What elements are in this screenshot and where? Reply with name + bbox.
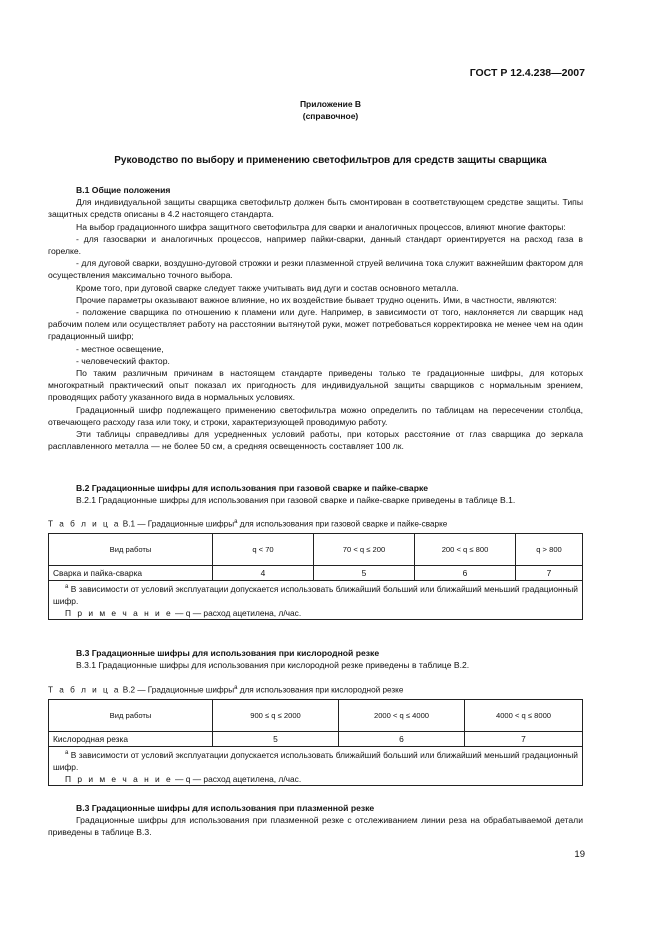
table-cell: 5	[314, 566, 415, 581]
table-cell: 4	[213, 566, 314, 581]
table-header-row	[49, 534, 583, 566]
table-b1	[48, 533, 583, 620]
note-label: П р и м е ч а н и е	[65, 773, 173, 784]
section-b1	[48, 184, 583, 452]
table-cell: 6	[415, 566, 516, 581]
caption-text: В.1 — Градационные шифры	[120, 519, 235, 529]
list-item: - местное освещение,	[76, 343, 164, 354]
footnote-text: В зависимости от условий эксплуатации допускается использовать ближайший больший или ближайший меньший градационный шифр.	[53, 583, 578, 606]
table-row	[49, 566, 583, 581]
caption-superscript: a	[234, 519, 238, 525]
column-header: 2000 < q ≤ 4000	[339, 700, 465, 732]
paragraph: В.2.1 Градационные шифры для использования при газовой сварке и пайке-сварке приведены в таблице В.1.	[76, 495, 516, 506]
table-caption	[48, 519, 447, 529]
appendix-label: Приложение В	[299, 99, 362, 109]
note-text: — q — расход ацетилена, л/час.	[172, 607, 302, 618]
paragraph: Эти таблицы справедливы для усредненных условий работы, при которых расстояние от глаз сварщика до зеркала расплавленного металла — не более 50 см, а средняя освещенность составляет 100 лк.	[48, 429, 583, 452]
table-footnote-row	[49, 747, 583, 786]
appendix-sublabel: (справочное)	[302, 111, 359, 121]
caption-label: Т а б л и ц а	[48, 685, 121, 695]
paragraph: Для индивидуальной защиты сварщика светофильтр должен быть смонтирован в соответствующем средстве защиты. Типы защитных средств описаны в 4.2 настоящего стандарта.	[48, 197, 583, 220]
list-item: - положение сварщика по отношению к пламени или дуге. Например, в зависимости от того, наклоняется ли сварщик над рабочим полем или осуществляет работу на расстоянии вытянутой руки, может потребоваться корректировка не менее чем на один градационный шифр;	[48, 307, 583, 342]
footnote-mark: a	[65, 750, 69, 756]
paragraph: В.3.1 Градационные шифры для использования при кислородной резке приведены в таблице В.2.	[76, 660, 470, 671]
section-heading: В.3 Градационные шифры для использования при кислородной резке	[76, 648, 380, 658]
footnote-mark: a	[65, 584, 69, 590]
appendix-heading	[0, 98, 661, 122]
section-b2	[48, 482, 583, 506]
table-caption	[48, 685, 403, 695]
paragraph: Прочие параметры оказывают важное влияние, но их воздействие бывает трудно оценить. Ими, в частности, являются:	[76, 294, 557, 305]
list-item: - человеческий фактор.	[76, 355, 170, 366]
column-header: 900 ≤ q ≤ 2000	[213, 700, 339, 732]
table-footnote	[49, 581, 583, 620]
paragraph: Градационные шифры для использования при плазменной резке с отслеживанием линии реза на обрабатываемой детали приведены в таблице В.3.	[48, 815, 583, 838]
table-footnote-row	[49, 581, 583, 620]
caption-rest: для использования при кислородной резке	[237, 685, 404, 695]
section-heading: В.3 Градационные шифры для использования при плазменной резке	[76, 803, 375, 813]
list-item: - для дуговой сварки, воздушно-дуговой строжки и резки плазменной струей величина тока служит важнейшим фактором для осуществления максимально точного выбора.	[48, 258, 583, 281]
section-b3-plasma	[48, 802, 583, 839]
table-cell: 6	[339, 732, 465, 747]
column-header: Вид работы	[49, 534, 213, 566]
caption-label: Т а б л и ц а	[48, 519, 121, 529]
row-label: Сварка и пайка-сварка	[49, 566, 213, 581]
table-cell: 5	[213, 732, 339, 747]
column-header: 70 < q ≤ 200	[314, 534, 415, 566]
paragraph: На выбор градационного шифра защитного светофильтра для сварки и аналогичных процессов, влияют многие факторы:	[76, 221, 566, 232]
paragraph: Кроме того, при дуговой сварке следует также учитывать вид дуги и состав основного металла.	[76, 282, 459, 293]
column-header: q < 70	[213, 534, 314, 566]
column-header: 4000 < q ≤ 8000	[465, 700, 583, 732]
caption-text: В.2 — Градационные шифры	[120, 685, 235, 695]
section-heading: В.1 Общие положения	[76, 185, 171, 195]
appendix-title: Руководство по выбору и применению светофильтров для средств защиты сварщика	[114, 155, 547, 166]
table-cell: 7	[516, 566, 583, 581]
row-label: Кислородная резка	[49, 732, 213, 747]
column-header: 200 < q ≤ 800	[415, 534, 516, 566]
footnote-text: В зависимости от условий эксплуатации допускается использовать ближайший больший или ближайший меньший градационный шифр.	[53, 749, 578, 772]
table-footnote	[49, 747, 583, 786]
table-b2	[48, 699, 583, 786]
list-item: - для газосварки и аналогичных процессов, например пайки-сварки, данный стандарт ориентируется на расход газа в горелке.	[48, 233, 583, 257]
page-number: 19	[574, 849, 585, 860]
paragraph: Градационный шифр подлежащего применению светофильтра можно определить по таблицам на пересечении столбца, отвечающего расходу газа или току, и строки, характеризующей проводимую работу.	[48, 404, 583, 427]
table-cell: 7	[465, 732, 583, 747]
section-heading: В.2 Градационные шифры для использования при газовой сварке и пайке-сварке	[76, 483, 429, 493]
section-b3	[48, 647, 583, 671]
column-header: q > 800	[516, 534, 583, 566]
paragraph: По таким различным причинам в настоящем стандарте приведены только те градационные шифры, для которых многократный практический опыт показал их пригодность для индивидуальной защиты сварщиков с нормальным зрением, проводящих работу указанного вида в нормальных условиях.	[48, 368, 583, 403]
document-code: ГОСТ Р 12.4.238—2007	[469, 67, 585, 79]
table-header-row	[49, 700, 583, 732]
note-label: П р и м е ч а н и е	[65, 607, 173, 618]
caption-rest: для использования при газовой сварке и пайке-сварке	[237, 519, 448, 529]
note-text: — q — расход ацетилена, л/час.	[172, 773, 302, 784]
column-header: Вид работы	[49, 700, 213, 732]
caption-superscript: a	[234, 685, 238, 691]
table-row	[49, 732, 583, 747]
